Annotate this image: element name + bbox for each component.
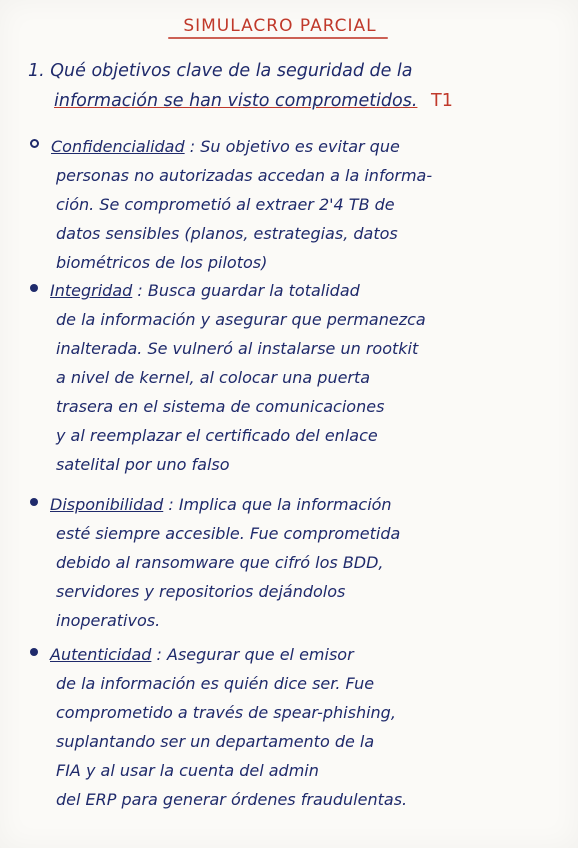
section-integridad [30, 276, 565, 479]
question-line-2 [28, 86, 558, 116]
section-term: Integridad [50, 281, 133, 300]
section-line: de la información y asegurar que permanezca [56, 310, 426, 329]
section-line: debido al ransomware que cifró los BDD, [56, 553, 384, 572]
section-line: inoperativos. [56, 611, 161, 630]
section-autenticidad [30, 640, 565, 814]
section-line: a nivel de kernel, al colocar una puerta [56, 368, 371, 387]
bullet-icon [30, 139, 39, 148]
page-title: SIMULACRO PARCIAL [183, 16, 377, 36]
section-line: biométricos de los pilotos) [56, 253, 268, 272]
title-underline [168, 37, 388, 39]
section-line: satelital por uno falso [56, 455, 230, 474]
section-head-row [30, 640, 565, 669]
section-line: comprometido a través de spear-phishing, [56, 703, 396, 722]
section-term: Confidencialidad [51, 137, 185, 156]
section-line: ción. Se comprometió al extraer 2'4 TB de [56, 195, 395, 214]
section-line: : Implica que la información [168, 495, 392, 514]
section-head-row [30, 132, 565, 161]
section-disponibilidad [30, 490, 565, 635]
topic-tag: T1 [431, 91, 453, 111]
section-line: de la información es quién dice ser. Fue [56, 674, 375, 693]
bullet-icon [30, 498, 38, 506]
question-line-2-text: información se han visto comprometidos. [54, 91, 418, 111]
section-line: trasera en el sistema de comunicaciones [56, 397, 385, 416]
section-term: Disponibilidad [50, 495, 164, 514]
section-line: esté siempre accesible. Fue comprometida [56, 524, 401, 543]
section-line: personas no autorizadas accedan a la informa- [56, 166, 433, 185]
section-line: : Su objetivo es evitar que [189, 137, 400, 156]
question-line-1: 1. Qué objetivos clave de la seguridad de la [28, 61, 413, 81]
section-term: Autenticidad [50, 645, 152, 664]
section-line: : Asegurar que el emisor [156, 645, 354, 664]
section-line: inalterada. Se vulneró al instalarse un rootkit [56, 339, 419, 358]
section-line: suplantando ser un departamento de la [56, 732, 375, 751]
section-head-row [30, 490, 565, 519]
section-line: servidores y repositorios dejándolos [56, 582, 346, 601]
section-confidencialidad [30, 132, 565, 277]
section-head-row [30, 276, 565, 305]
section-line: FIA y al usar la cuenta del admin [56, 761, 319, 780]
section-line: : Busca guardar la totalidad [137, 281, 360, 300]
bullet-icon [30, 648, 38, 656]
bullet-icon [30, 284, 38, 292]
section-line: del ERP para generar órdenes fraudulentas. [56, 790, 408, 809]
section-line: datos sensibles (planos, estrategias, datos [56, 224, 398, 243]
section-line: y al reemplazar el certificado del enlace [56, 426, 378, 445]
question-block [28, 56, 558, 116]
